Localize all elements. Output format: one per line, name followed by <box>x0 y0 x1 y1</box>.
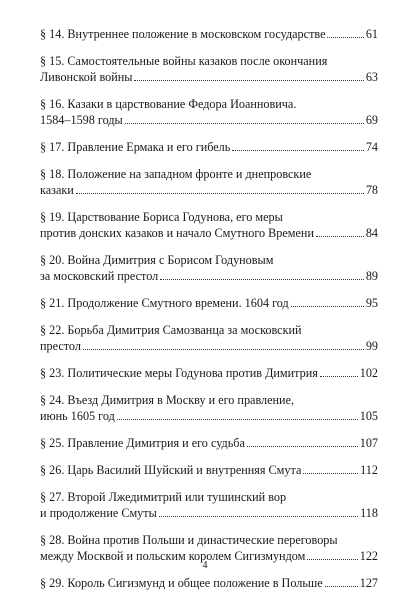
toc-entry-leader-row <box>40 268 378 284</box>
toc-entry-title-line: § 26. Царь Василий Шуйский и внутренняя Смута <box>40 463 302 477</box>
toc-entry <box>40 252 378 284</box>
dot-leader <box>320 376 358 377</box>
toc-entry-page-number: 69 <box>365 113 378 127</box>
toc-entry-leader-row <box>40 435 378 451</box>
toc-entry <box>40 392 378 424</box>
toc-entry-leader-row <box>40 462 378 478</box>
toc-entry-title-line: § 28. Война против Польши и династические переговоры <box>40 533 338 547</box>
toc-entry-page-number: 105 <box>359 409 378 423</box>
toc-entry-title-line: Ливонской войны <box>40 70 133 84</box>
toc-entry-title-line: § 21. Продолжение Смутного времени. 1604 год <box>40 296 289 310</box>
toc-entry-leader-row <box>40 112 378 128</box>
toc-entry-leader-row <box>40 182 378 198</box>
dot-leader <box>76 193 364 194</box>
toc-entry-title-line: между Москвой и польским королем Сигизмундом <box>40 549 306 563</box>
toc-entry-title-line: § 22. Борьба Димитрия Самозванца за московский <box>40 323 302 337</box>
toc-entry-title-line: § 29. Король Сигизмунд и общее положение в Польше <box>40 576 323 590</box>
toc-entry-page-number: 74 <box>365 140 378 154</box>
toc-entry-page-number: 107 <box>359 436 378 450</box>
toc-entry <box>40 26 378 42</box>
toc-entry-title-line: июнь 1605 год <box>40 409 115 423</box>
toc-entry <box>40 365 378 381</box>
toc-entry <box>40 53 378 85</box>
toc-entry-leader-row <box>40 338 378 354</box>
toc-entry-title-line: § 17. Правление Ермака и его гибель <box>40 140 231 154</box>
toc-entry <box>40 575 378 591</box>
dot-leader <box>247 446 358 447</box>
toc-entry-title-line: § 23. Политические меры Годунова против Димитрия <box>40 366 318 380</box>
toc-entry <box>40 209 378 241</box>
toc-entry-title-line: престол <box>40 339 81 353</box>
toc-entry-leader-row <box>40 505 378 521</box>
dot-leader <box>291 306 364 307</box>
toc-entry-page-number: 112 <box>360 463 378 477</box>
toc-entry <box>40 96 378 128</box>
table-of-contents <box>40 26 378 602</box>
dot-leader <box>160 279 364 280</box>
toc-entry-leader-row <box>40 365 378 381</box>
toc-entry-page-number: 127 <box>359 576 378 590</box>
toc-entry-title-line: казаки <box>40 183 74 197</box>
toc-entry-title-line: § 24. Въезд Димитрия в Москву и его правление, <box>40 393 295 407</box>
toc-entry-page-number: 122 <box>359 549 378 563</box>
dot-leader <box>125 123 364 124</box>
dot-leader <box>316 236 364 237</box>
toc-entry-leader-row <box>40 139 378 155</box>
toc-entry-leader-row <box>40 575 378 591</box>
toc-entry <box>40 322 378 354</box>
toc-entry <box>40 489 378 521</box>
dot-leader <box>327 37 363 38</box>
toc-entry-title-line: за московский престол <box>40 269 159 283</box>
toc-entry-page-number: 84 <box>365 226 378 240</box>
toc-entry <box>40 462 378 478</box>
toc-entry <box>40 166 378 198</box>
toc-entry-leader-row <box>40 225 378 241</box>
toc-entry-page-number: 95 <box>365 296 378 310</box>
toc-entry-page-number: 118 <box>360 506 378 520</box>
toc-entry-title-line: § 15. Самостоятельные войны казаков после окончания <box>40 54 328 68</box>
toc-entry-title-line: 1584–1598 годы <box>40 113 123 127</box>
toc-entry-title-line: § 27. Второй Лжедимитрий или тушинский вор <box>40 490 287 504</box>
toc-entry-title-line: § 20. Война Димитрия с Борисом Годуновым <box>40 253 274 267</box>
toc-entry <box>40 139 378 155</box>
toc-entry-title-line: § 18. Положение на западном фронте и днепровские <box>40 167 312 181</box>
toc-entry-page-number: 99 <box>365 339 378 353</box>
toc-entry-page-number: 89 <box>365 269 378 283</box>
toc-entry-page-number: 78 <box>365 183 378 197</box>
toc-entry-title-line: § 14. Внутреннее положение в московском государстве <box>40 27 326 41</box>
dot-leader <box>325 586 358 587</box>
dot-leader <box>303 473 358 474</box>
toc-entry-leader-row <box>40 26 378 42</box>
dot-leader <box>83 349 364 350</box>
toc-entry-page-number: 63 <box>365 70 378 84</box>
toc-entry-title-line: § 19. Царствование Бориса Годунова, его меры <box>40 210 283 224</box>
dot-leader <box>232 150 363 151</box>
toc-entry-leader-row <box>40 408 378 424</box>
toc-entry-leader-row <box>40 295 378 311</box>
toc-entry-page-number: 102 <box>359 366 378 380</box>
toc-entry-title-line: и продолжение Смуты <box>40 506 157 520</box>
dot-leader <box>117 419 358 420</box>
toc-entry-leader-row <box>40 69 378 85</box>
toc-entry <box>40 295 378 311</box>
toc-entry-page-number: 61 <box>365 27 378 41</box>
page-number: 4 <box>202 560 208 571</box>
dot-leader <box>134 80 363 81</box>
toc-entry-title-line: против донских казаков и начало Смутного Времени <box>40 226 314 240</box>
toc-entry-title-line: § 25. Правление Димитрия и его судьба <box>40 436 245 450</box>
dot-leader <box>159 516 358 517</box>
toc-entry-title-line: § 16. Казаки в царствование Федора Иоанновича. <box>40 97 297 111</box>
toc-entry <box>40 435 378 451</box>
